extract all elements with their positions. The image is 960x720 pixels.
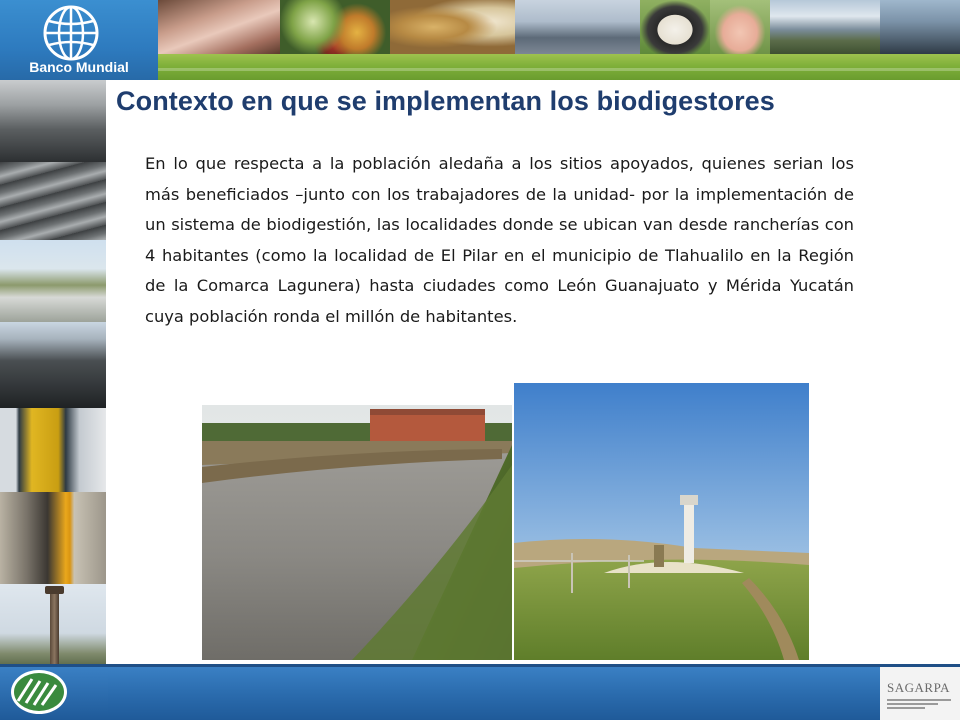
lagoon-landscape-photo xyxy=(0,240,106,322)
chimney-photo xyxy=(0,584,106,666)
footer-blue-band xyxy=(108,667,880,720)
meat-photo xyxy=(158,0,280,54)
sagarpa-logo: SAGARPA xyxy=(887,680,950,695)
biodigester-cover-photo-2 xyxy=(0,162,106,240)
generator-photo xyxy=(0,408,106,492)
slide-body-text: En lo que respecta a la población aledaña a los sitios apoyados, quienes serian los más beneficiados –junto con los trabajadores de la unidad- por la implementación de un sistema de biodigestión, las localidades donde se ubican van desde rancherías con 4 habitantes (como la localidad de El Pilar en el municipio de Tlahualilo en la Región de la Comarca Lagunera) hasta ciudades como León Guanajuato y Mérida Yucatán cuya población ronda el millón de habitantes. xyxy=(145,154,854,326)
biodigester-site-photo xyxy=(514,383,809,660)
chimney-stack xyxy=(50,590,59,666)
landscape-photo xyxy=(880,0,960,54)
biodigester-cover-photo-1 xyxy=(0,80,106,162)
farm-worker-photo xyxy=(515,0,640,54)
biodigester-cover-photo-3 xyxy=(0,322,106,408)
brand-name: Banco Mundial xyxy=(29,59,129,75)
globe-icon xyxy=(42,4,100,62)
world-bank-logo xyxy=(0,0,158,80)
engine-room-photo xyxy=(0,492,106,584)
chimney-cap xyxy=(45,586,64,594)
grains-photo xyxy=(390,0,515,54)
banner-green-band xyxy=(158,54,960,80)
institution-emblem xyxy=(8,667,70,717)
people-photo xyxy=(770,0,880,54)
cow-photo xyxy=(640,0,710,54)
vegetables-photo xyxy=(280,0,390,54)
pig-photo xyxy=(710,0,770,54)
slide-title: Contexto en que se implementan los biodigestores xyxy=(116,86,775,116)
footer-bar xyxy=(0,664,960,720)
lagoon-photo xyxy=(202,405,512,660)
header-banner xyxy=(0,0,960,80)
sagarpa-logo-caption xyxy=(887,697,951,711)
